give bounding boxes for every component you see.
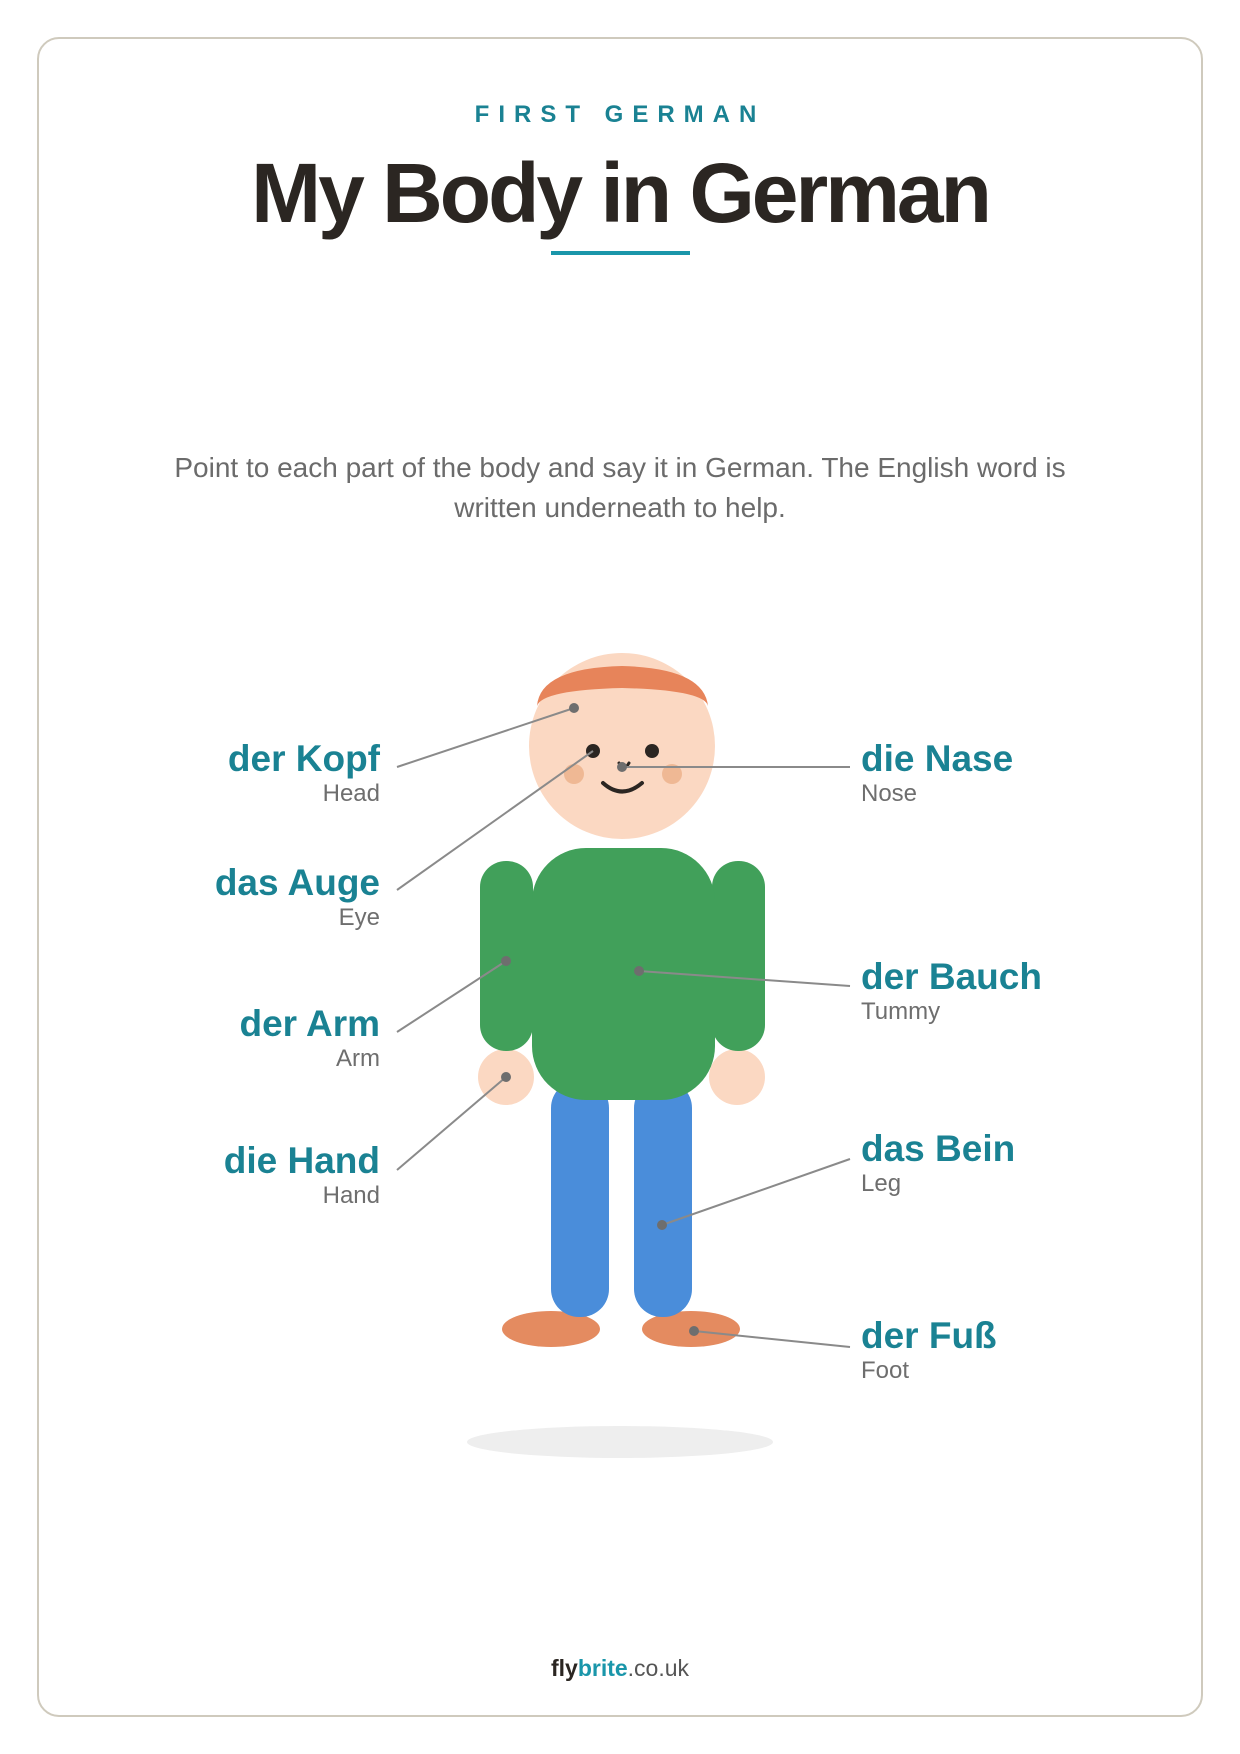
dot-bein: [657, 1220, 667, 1230]
right-hand: [709, 1049, 765, 1105]
label-hand: [20, 1140, 380, 1210]
label-bein: [861, 1128, 1221, 1198]
label-kopf: [20, 738, 380, 808]
left-cheek: [564, 764, 584, 784]
dot-hand: [501, 1072, 511, 1082]
label-fuss-german: der Fuß: [861, 1315, 997, 1356]
label-fuss: [861, 1315, 1221, 1385]
left-arm: [480, 861, 533, 1051]
right-eye: [645, 744, 659, 758]
dot-arm: [501, 956, 511, 966]
right-leg: [634, 1080, 692, 1317]
label-bauch-german: der Bauch: [861, 956, 1042, 997]
label-nase: [861, 738, 1221, 808]
dot-kopf: [569, 703, 579, 713]
label-hand-english: Hand: [322, 1182, 380, 1209]
brand-brite: brite: [577, 1655, 628, 1681]
label-bauch: [861, 956, 1221, 1026]
label-bauch-english: Tummy: [861, 998, 941, 1025]
label-auge-german: das Auge: [214, 862, 380, 903]
label-hand-german: die Hand: [223, 1140, 380, 1181]
label-arm-german: der Arm: [239, 1003, 380, 1044]
dot-bauch: [634, 966, 644, 976]
leader-hand: [397, 1077, 506, 1170]
dot-fuss: [689, 1326, 699, 1336]
floor-shadow: [467, 1426, 773, 1458]
page-title: My Body in German: [251, 146, 989, 240]
brand-domain: .co.uk: [627, 1655, 690, 1681]
label-arm-english: Arm: [336, 1045, 380, 1072]
label-auge-english: Eye: [338, 904, 380, 931]
label-nase-english: Nose: [861, 780, 918, 807]
footer-brand: [0, 1655, 1240, 1682]
label-auge: [20, 862, 380, 932]
instructions-text: Point to each part of the body and say it in German. The English word is written underneath to help.: [174, 452, 1066, 523]
label-arm: [20, 1003, 380, 1073]
left-leg: [551, 1080, 609, 1317]
label-kopf-english: Head: [322, 780, 380, 807]
label-bein-english: Leg: [861, 1170, 902, 1197]
label-fuss-english: Foot: [861, 1357, 910, 1384]
right-arm: [712, 861, 765, 1051]
dot-nase: [617, 762, 627, 772]
label-nase-german: die Nase: [861, 738, 1014, 779]
label-bein-german: das Bein: [861, 1128, 1016, 1169]
label-kopf-german: der Kopf: [227, 738, 380, 779]
series-label: FIRST GERMAN: [474, 101, 766, 128]
brand-fly: fly: [550, 1655, 578, 1681]
